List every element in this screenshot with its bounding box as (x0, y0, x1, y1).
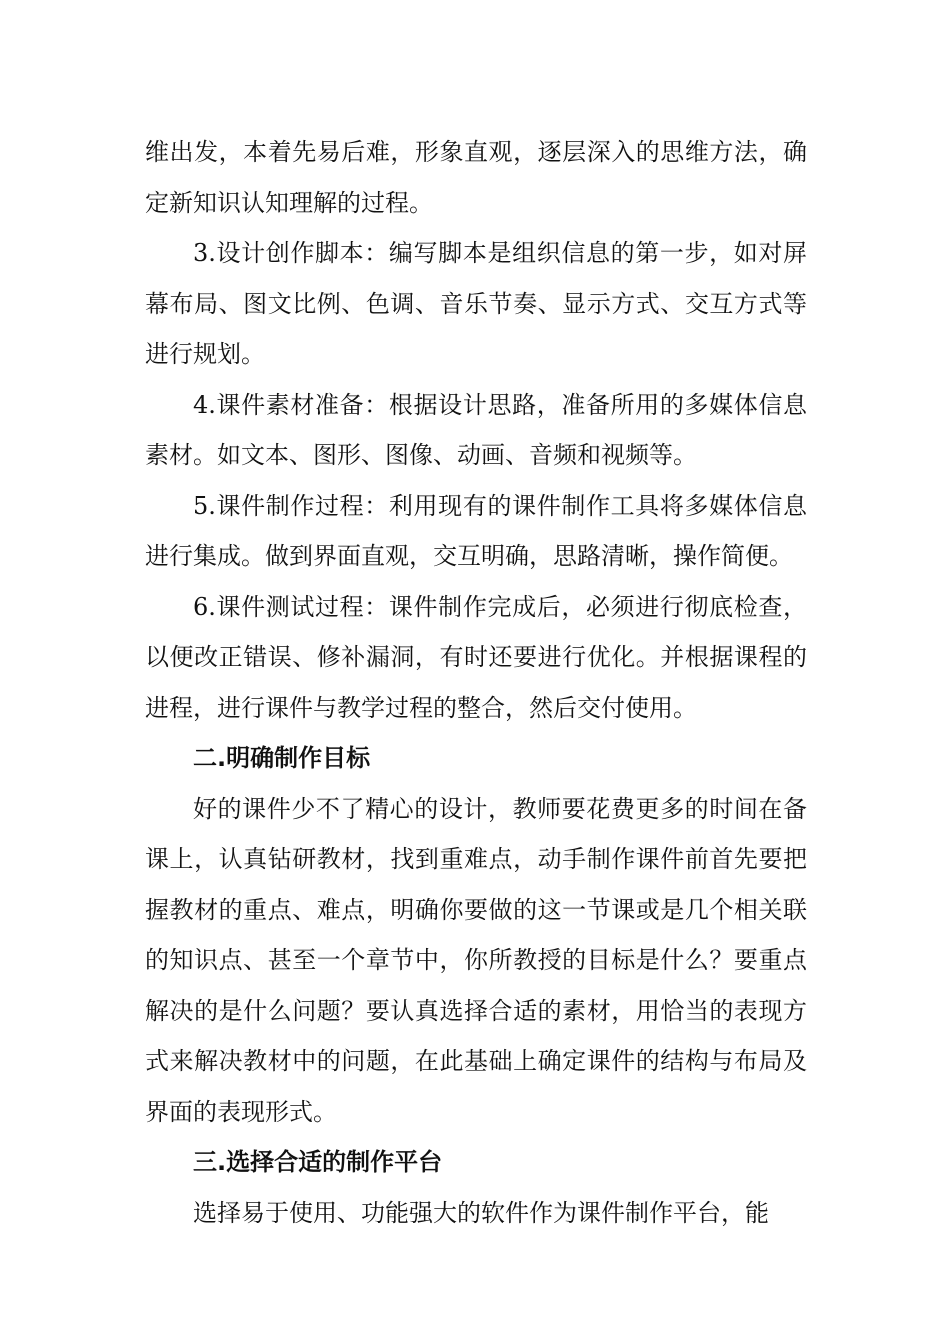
paragraph-step-4: 4.课件素材准备：根据设计思路，准备所用的多媒体信息素材。如文本、图形、图像、动画、音频和视频等。 (145, 390, 807, 469)
document-page (145, 127, 807, 1238)
paragraph-continuation: 维出发，本着先易后难，形象直观，逐层深入的思维方法，确定新知识认知理解的过程。 (145, 138, 807, 217)
paragraph-step-5: 5.课件制作过程：利用现有的课件制作工具将多媒体信息进行集成。做到界面直观，交互明确，思路清晰，操作简便。 (145, 491, 807, 570)
section-heading-3: 三.选择合适的制作平台 (193, 1148, 443, 1176)
section-3-body: 选择易于使用、功能强大的软件作为课件制作平台，能 (193, 1198, 769, 1227)
section-heading-2: 二.明确制作目标 (193, 744, 371, 772)
section-2-body: 好的课件少不了精心的设计，教师要花费更多的时间在备课上，认真钻研教材，找到重难点，动手制作课件前首先要把握教材的重点、难点，明确你要做的这一节课或是几个相关联的知识点、甚至一个章节中，你所教授的目标是什么？要重点解决的是什么问题？要认真选择合适的素材，用恰当的表现方式来解决教材中的问题，在此基础上确定课件的结构与布局及界面的表现形式。 (145, 794, 807, 1126)
paragraph-step-3: 3.设计创作脚本：编写脚本是组织信息的第一步，如对屏幕布局、图文比例、色调、音乐节奏、显示方式、交互方式等进行规划。 (145, 239, 807, 368)
paragraph-step-6: 6.课件测试过程：课件制作完成后，必须进行彻底检查，以便改正错误、修补漏洞，有时还要进行优化。并根据课程的进程，进行课件与教学过程的整合，然后交付使用。 (145, 592, 807, 722)
